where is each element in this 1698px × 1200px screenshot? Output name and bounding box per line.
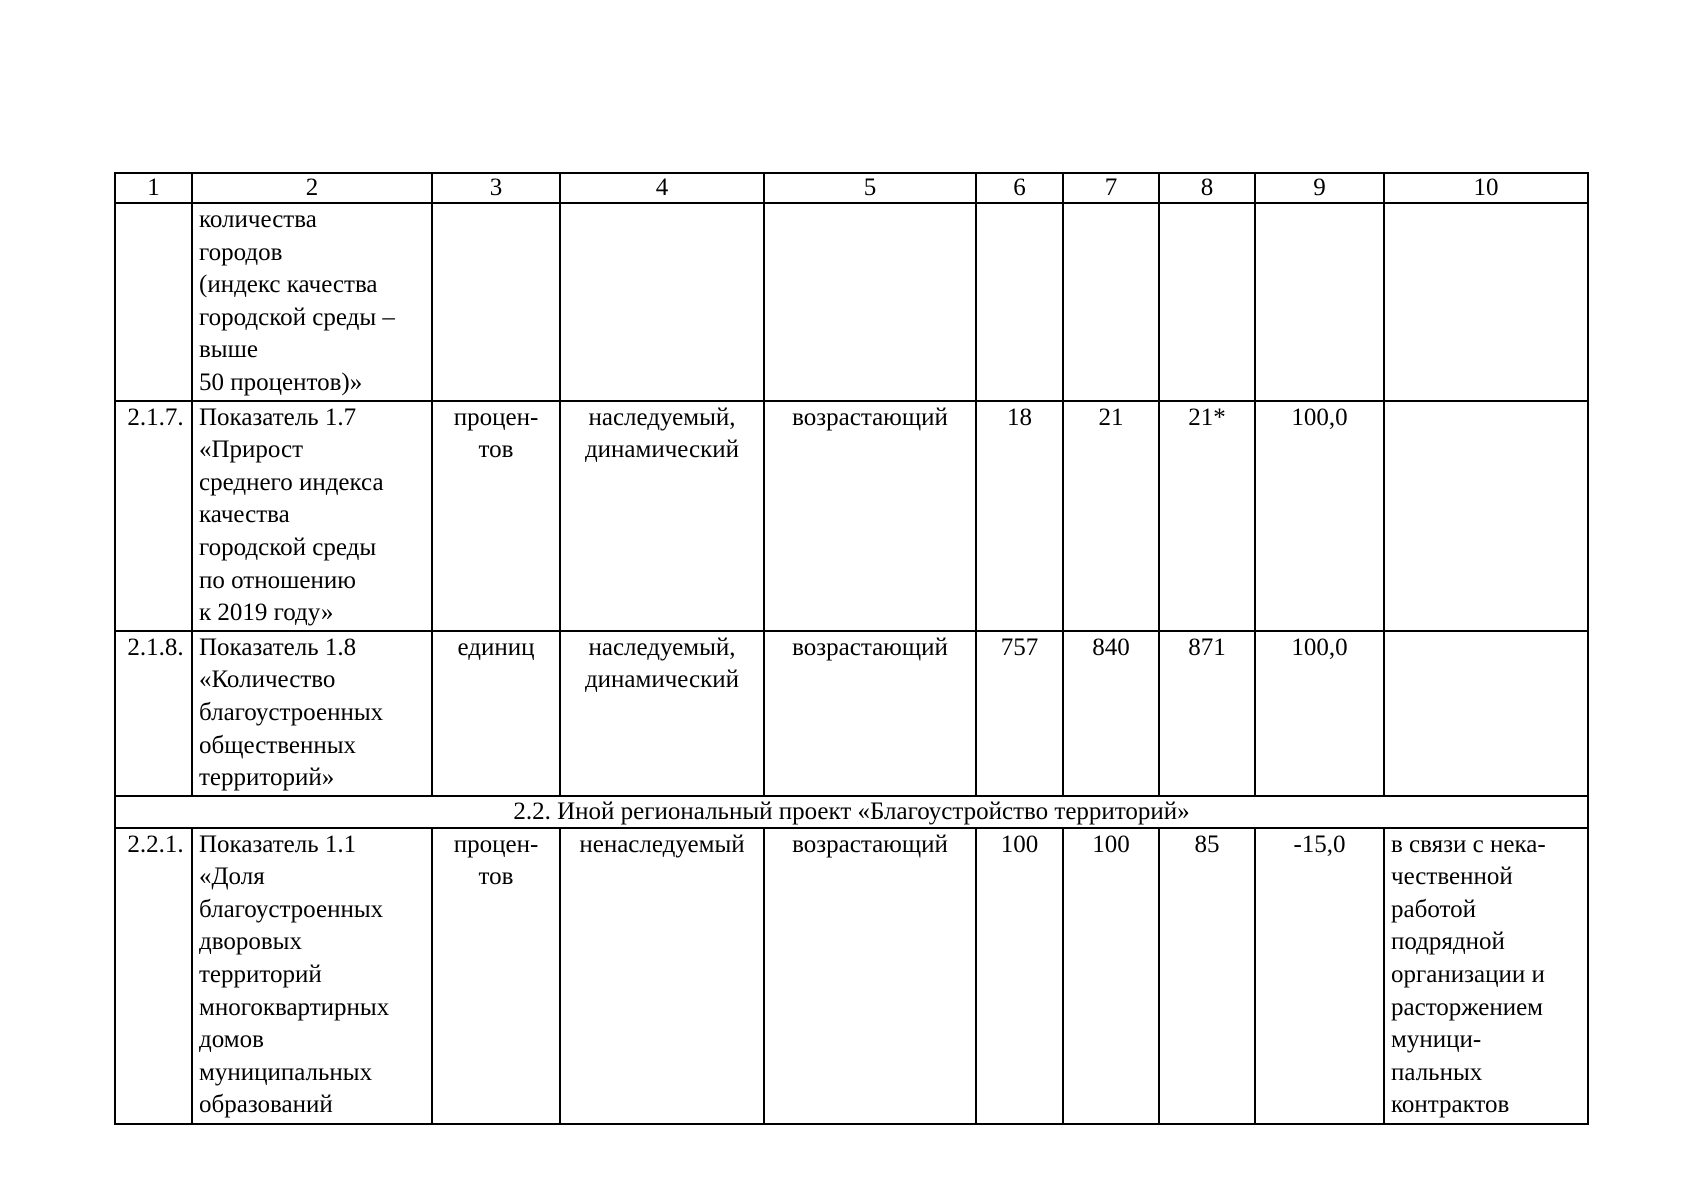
comment-cell	[1384, 631, 1588, 796]
section-row	[115, 796, 1588, 828]
direction-cell: возрастающий	[764, 631, 976, 796]
indicator-name: Показатель 1.8 «Количество благоустроенных общественных территорий»	[192, 631, 432, 796]
unit-cell: процен- тов	[432, 828, 560, 1124]
column-number-row	[115, 173, 1588, 203]
column-number-10: 10	[1384, 173, 1588, 203]
column-number-5: 5	[764, 173, 976, 203]
table-row	[115, 401, 1588, 631]
section-title: 2.2. Иной региональный проект «Благоустройство территорий»	[115, 796, 1588, 828]
column-number-1: 1	[115, 173, 192, 203]
value-col6	[976, 203, 1063, 401]
column-number-7: 7	[1063, 173, 1159, 203]
value-col9: -15,0	[1255, 828, 1384, 1124]
value-col8	[1159, 203, 1255, 401]
column-number-6: 6	[976, 173, 1063, 203]
value-col9: 100,0	[1255, 401, 1384, 631]
type-cell: ненаследуемый	[560, 828, 764, 1124]
value-col7	[1063, 203, 1159, 401]
direction-cell: возрастающий	[764, 828, 976, 1124]
unit-cell	[432, 203, 560, 401]
column-number-2: 2	[192, 173, 432, 203]
indicators-table	[114, 172, 1589, 1125]
column-number-3: 3	[432, 173, 560, 203]
row-code: 2.1.7.	[115, 401, 192, 631]
table-row	[115, 631, 1588, 796]
unit-cell: процен- тов	[432, 401, 560, 631]
row-code: 2.2.1.	[115, 828, 192, 1124]
value-col7: 21	[1063, 401, 1159, 631]
direction-cell	[764, 203, 976, 401]
comment-cell: в связи с нека- чественной работой подрядной организации и расторжением муници- пальных контрактов	[1384, 828, 1588, 1124]
unit-cell: единиц	[432, 631, 560, 796]
indicator-name: Показатель 1.7 «Прирост среднего индекса качества городской среды по отношению к 2019 году»	[192, 401, 432, 631]
value-col9: 100,0	[1255, 631, 1384, 796]
value-col8: 85	[1159, 828, 1255, 1124]
comment-cell	[1384, 203, 1588, 401]
column-number-9: 9	[1255, 173, 1384, 203]
column-number-4: 4	[560, 173, 764, 203]
type-cell: наследуемый, динамический	[560, 631, 764, 796]
value-col6: 18	[976, 401, 1063, 631]
table-row	[115, 828, 1588, 1124]
comment-cell	[1384, 401, 1588, 631]
type-cell: наследуемый, динамический	[560, 401, 764, 631]
row-code	[115, 203, 192, 401]
value-col7: 100	[1063, 828, 1159, 1124]
value-col6: 757	[976, 631, 1063, 796]
value-col8: 21*	[1159, 401, 1255, 631]
indicator-name: Показатель 1.1 «Доля благоустроенных дворовых территорий многоквартирных домов муниципальных образований	[192, 828, 432, 1124]
value-col6: 100	[976, 828, 1063, 1124]
indicator-name: количества городов (индекс качества городской среды – выше 50 процентов)»	[192, 203, 432, 401]
column-number-8: 8	[1159, 173, 1255, 203]
type-cell	[560, 203, 764, 401]
row-code: 2.1.8.	[115, 631, 192, 796]
value-col9	[1255, 203, 1384, 401]
direction-cell: возрастающий	[764, 401, 976, 631]
table-row	[115, 203, 1588, 401]
value-col8: 871	[1159, 631, 1255, 796]
value-col7: 840	[1063, 631, 1159, 796]
